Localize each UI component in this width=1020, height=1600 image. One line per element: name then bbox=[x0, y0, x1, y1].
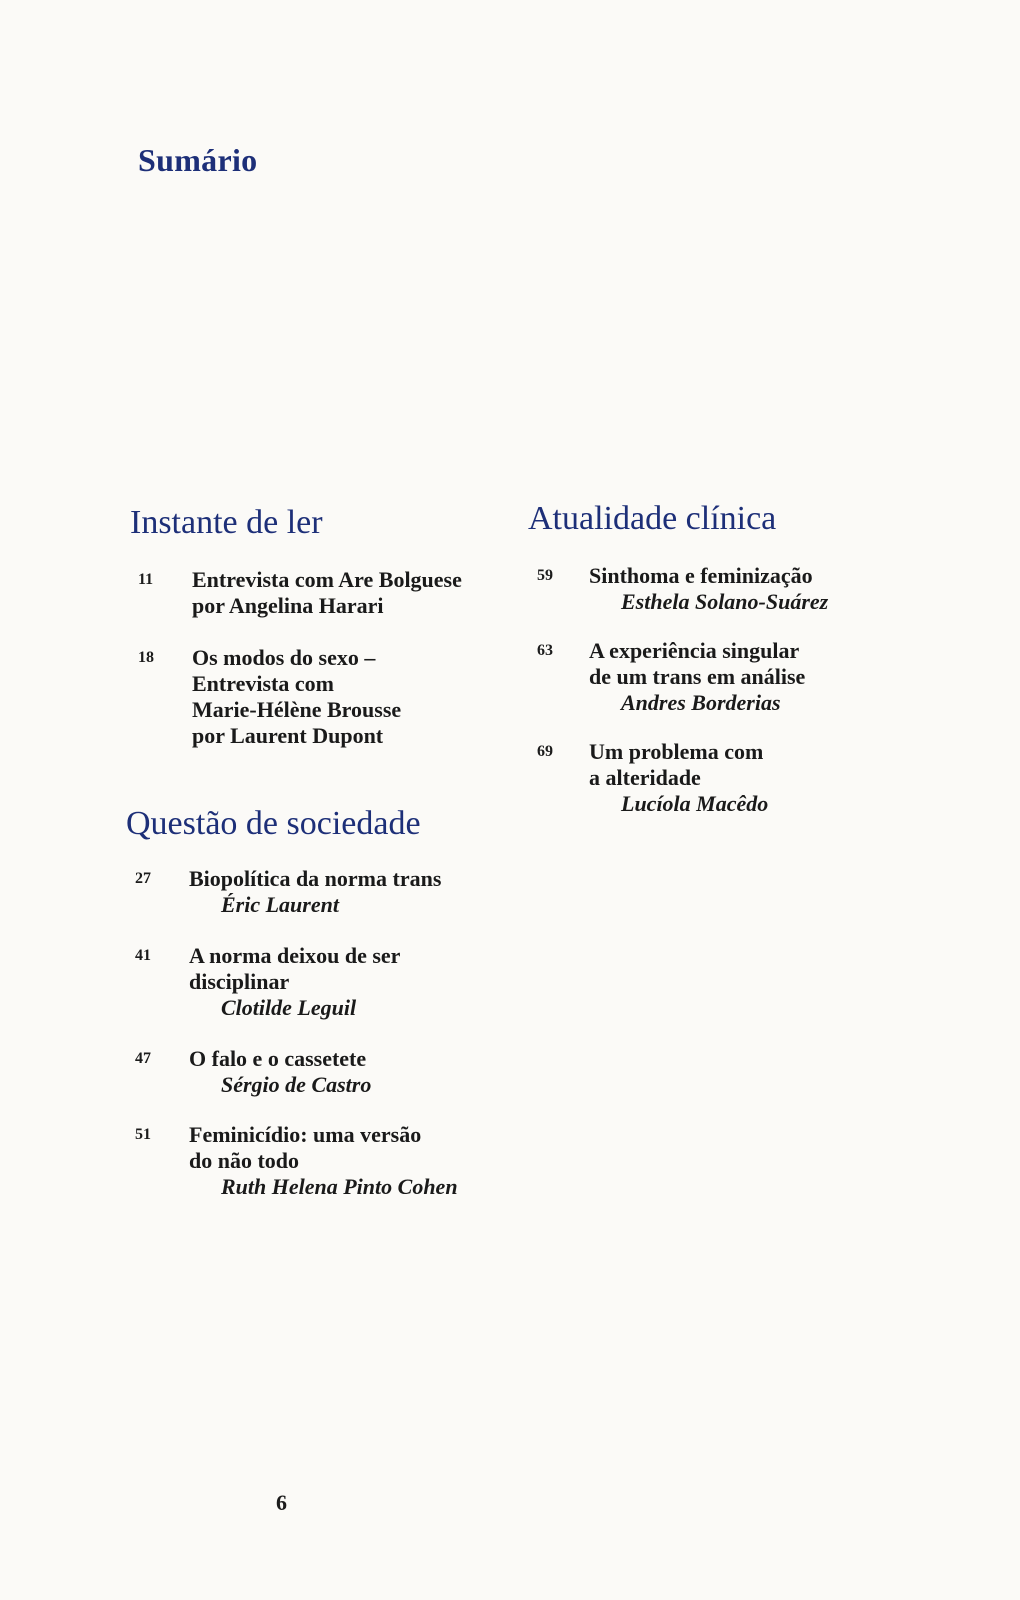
entry-title-line: Feminicídio: uma versão bbox=[189, 1122, 422, 1147]
entry-author: Andres Borderias bbox=[621, 690, 781, 715]
page-number: 69 bbox=[537, 743, 553, 760]
page-number: 59 bbox=[537, 567, 553, 584]
entry-title-line: a alteridade bbox=[589, 765, 701, 790]
entry-author: Éric Laurent bbox=[221, 892, 339, 917]
entry-title-line: O falo e o cassetete bbox=[189, 1046, 367, 1071]
entry-title-line: Biopolítica da norma trans bbox=[189, 866, 442, 891]
entry-author: Lucíola Macêdo bbox=[621, 791, 769, 816]
entry-title-line: Os modos do sexo – bbox=[192, 645, 376, 670]
page-number: 41 bbox=[135, 947, 151, 964]
page-number: 27 bbox=[135, 870, 151, 887]
entry-author: Sérgio de Castro bbox=[221, 1072, 372, 1097]
entry-title-line: do não todo bbox=[189, 1148, 300, 1173]
entry-title-line: A norma deixou de ser bbox=[189, 943, 401, 968]
entry-title-line: A experiência singular bbox=[589, 638, 800, 663]
entry-title-line: disciplinar bbox=[189, 969, 290, 994]
entry-title-line: por Laurent Dupont bbox=[192, 723, 384, 748]
section-heading-atualidade-clinica: Atualidade clínica bbox=[528, 500, 777, 537]
page-folio-number: 6 bbox=[276, 1490, 287, 1515]
page-number: 47 bbox=[135, 1050, 151, 1067]
section-heading-questao-de-sociedade: Questão de sociedade bbox=[126, 805, 421, 842]
page-number: 18 bbox=[138, 649, 154, 666]
entry-title-line: Entrevista com Are Bolguese bbox=[192, 567, 462, 592]
page-number: 63 bbox=[537, 642, 553, 659]
entry-author: Esthela Solano-Suárez bbox=[621, 589, 829, 614]
page-number: 11 bbox=[138, 571, 154, 588]
entry-title-line: de um trans em análise bbox=[589, 664, 806, 689]
page-number: 51 bbox=[135, 1126, 151, 1143]
entry-title-line: Um problema com bbox=[589, 739, 764, 764]
entry-author: Clotilde Leguil bbox=[221, 995, 357, 1020]
entry-title-line: Sinthoma e feminização bbox=[589, 563, 813, 588]
entry-title-line: Marie-Hélène Brousse bbox=[192, 697, 402, 722]
entry-title-line: Entrevista com bbox=[192, 671, 334, 696]
page-title: Sumário bbox=[138, 142, 258, 178]
entry-title-line: por Angelina Harari bbox=[192, 593, 384, 618]
section-heading-instante-de-ler: Instante de ler bbox=[130, 504, 323, 541]
entry-author: Ruth Helena Pinto Cohen bbox=[221, 1174, 458, 1199]
